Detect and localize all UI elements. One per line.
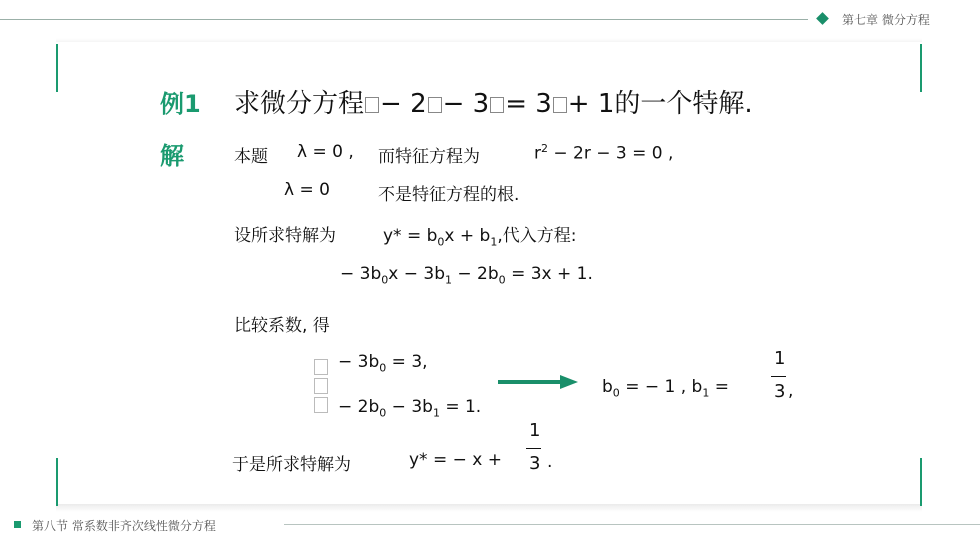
- panel-shadow-bottom: [56, 504, 922, 512]
- eq-part: − 2b: [452, 264, 499, 284]
- eq-sub: 0: [381, 273, 389, 287]
- example-title: [234, 83, 753, 120]
- result-b0: [602, 377, 729, 399]
- result-frac-num: 1: [774, 348, 786, 369]
- result-frac-den: 3: [774, 381, 786, 402]
- arrow-right-icon: [498, 380, 560, 384]
- eq-part: = − 1 , b: [619, 377, 703, 397]
- title-op2: − 3: [442, 89, 490, 119]
- eq-part: = 3,: [386, 352, 428, 372]
- eq-part: − 3b: [340, 264, 382, 284]
- title-prefix: 求微分方程: [234, 89, 365, 119]
- line5-text: 比较系数, 得: [234, 316, 330, 336]
- eq-sub: 0: [437, 235, 445, 249]
- line2-lambda: λ = 0: [284, 180, 330, 200]
- eq-sub: 0: [612, 386, 620, 400]
- eq-part: y* = b: [383, 226, 438, 246]
- brace-mid-icon: [314, 378, 328, 394]
- arrow-head-icon: [560, 375, 578, 389]
- title-op1: − 2: [380, 89, 427, 119]
- missing-glyph-icon: [490, 97, 504, 113]
- final-frac-num: 1: [529, 420, 541, 441]
- solution-label: 解: [160, 142, 184, 170]
- final-text: 于是所求特解为: [232, 455, 351, 475]
- system-eq-2: [338, 397, 481, 419]
- accent-bar-bottom-left: [56, 458, 58, 506]
- eq-rest: − 2r − 3 = 0 ,: [548, 143, 674, 164]
- missing-glyph-icon: [553, 97, 567, 113]
- final-period: .: [547, 452, 553, 472]
- eq-part: ,代入方程:: [497, 226, 577, 246]
- eq-part: x + b: [444, 226, 491, 246]
- footer-rule: [284, 524, 980, 525]
- line1-text-c: 而特征方程为: [378, 147, 480, 167]
- eq-sub: 1: [432, 406, 440, 420]
- eq-sub: 1: [702, 386, 710, 400]
- brace-bottom-icon: [314, 397, 328, 413]
- final-equation: y* = − x +: [409, 450, 502, 470]
- eq-part: x − 3b: [388, 264, 445, 284]
- eq-part: = 3x + 1.: [505, 264, 593, 284]
- example-label: 例1: [160, 90, 201, 118]
- accent-bar-top-left: [56, 44, 58, 92]
- line1-text-a: 本题: [234, 147, 268, 167]
- final-frac-line: [526, 448, 541, 449]
- brace-top-icon: [314, 359, 328, 375]
- eq-sub: 0: [379, 406, 387, 420]
- diamond-icon: [816, 12, 829, 25]
- line1-equation: [534, 142, 673, 164]
- missing-glyph-icon: [428, 97, 442, 113]
- title-suffix: + 1的一个特解.: [567, 89, 753, 119]
- eq-sub: 0: [379, 361, 387, 375]
- eq-part: = 1.: [439, 397, 482, 417]
- result-frac-line: [771, 376, 786, 377]
- line2-text: 不是特征方程的根.: [378, 185, 520, 205]
- eq-part: − 2b: [338, 397, 380, 417]
- square-icon: [14, 521, 21, 528]
- system-eq-1: [338, 352, 428, 374]
- line3-equation: [383, 221, 576, 248]
- eq-exp: 2: [541, 142, 548, 155]
- line3-text: 设所求特解为: [234, 226, 336, 246]
- eq-part: =: [709, 377, 729, 397]
- chapter-title: 第七章 微分方程: [842, 13, 930, 27]
- accent-bar-top-right: [920, 44, 922, 92]
- eq-r: r: [534, 143, 541, 164]
- eq-part: − 3b: [338, 352, 380, 372]
- section-title: 第八节 常系数非齐次线性微分方程: [32, 519, 216, 533]
- accent-bar-bottom-right: [920, 458, 922, 506]
- header-rule: [0, 19, 808, 20]
- line1-lambda: λ = 0 ,: [297, 142, 354, 162]
- result-comma: ,: [788, 381, 794, 401]
- eq-sub: 1: [445, 273, 452, 287]
- eq-sub: 1: [490, 235, 498, 249]
- final-frac-den: 3: [529, 453, 541, 474]
- missing-glyph-icon: [365, 97, 379, 113]
- line4-equation: [340, 264, 593, 286]
- title-eq: = 3: [505, 89, 552, 119]
- eq-sub: 0: [498, 273, 506, 287]
- eq-part: b: [602, 377, 613, 397]
- eq-part: − 3b: [386, 397, 433, 417]
